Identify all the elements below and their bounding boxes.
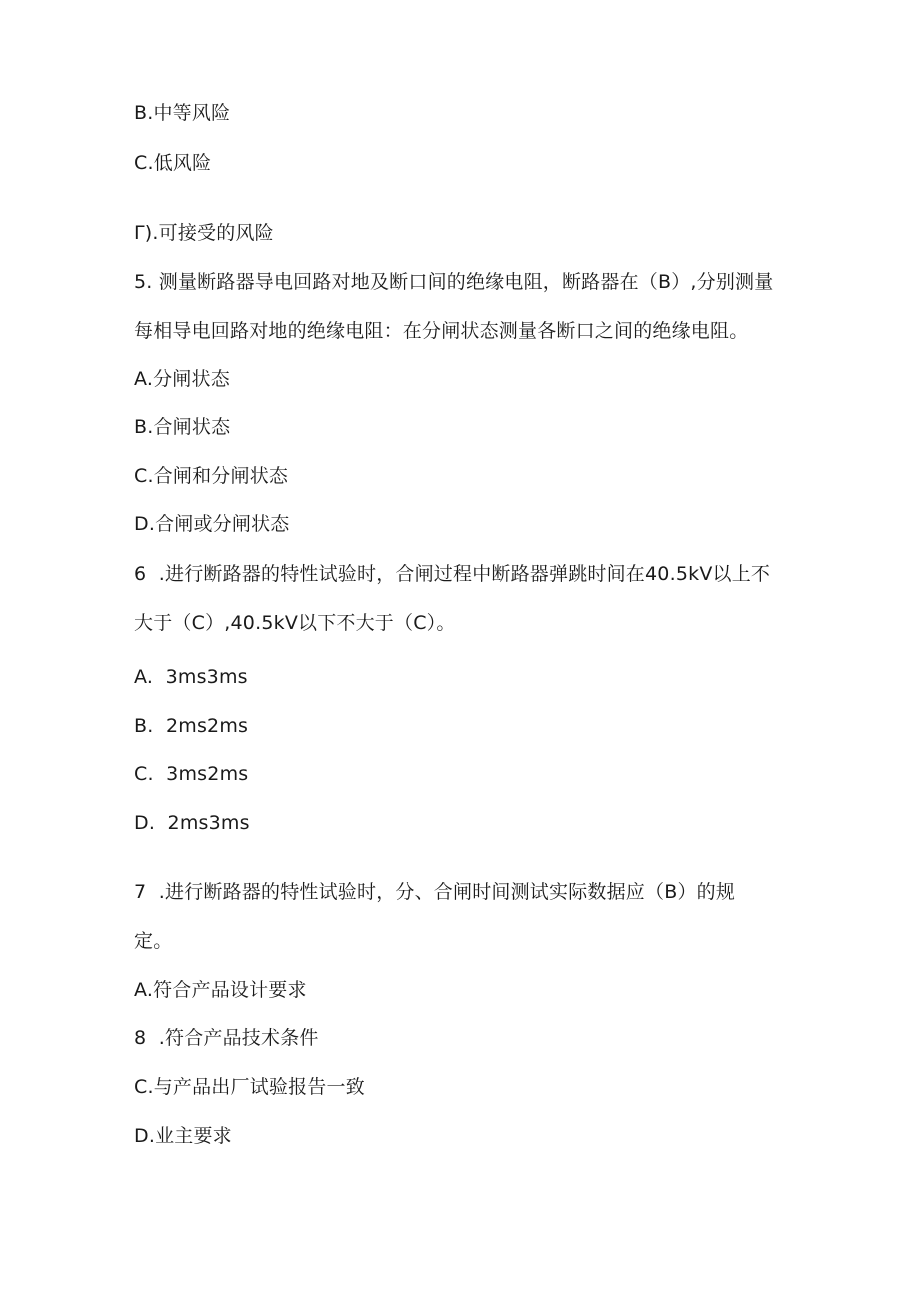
question-5-line-1: 5. 测量断路器导电回路对地及断口间的绝缘电阻，断路器在（B）,分别测量 — [134, 271, 774, 293]
q7-option-a: A.符合产品设计要求 — [134, 979, 307, 1001]
option-c-low-risk: C.低风险 — [134, 152, 212, 174]
q5-option-c: C.合闸和分闸状态 — [134, 465, 289, 487]
q5-option-d: D.合闸或分闸状态 — [134, 513, 290, 535]
q6-option-d: D. 2ms3ms — [134, 812, 250, 834]
option-d-acceptable-risk: Γ).可接受的风险 — [134, 222, 274, 244]
q7-option-b: 8 .符合产品技术条件 — [134, 1027, 319, 1049]
question-6-line-1: 6 .进行断路器的特性试验时，合闸过程中断路器弹跳时间在40.5kV以上不 — [134, 563, 771, 585]
option-b-medium-risk: B.中等风险 — [134, 102, 231, 124]
q6-option-a: A. 3ms3ms — [134, 666, 248, 688]
q7-option-d: D.业主要求 — [134, 1125, 232, 1147]
question-5-line-2: 每相导电回路对地的绝缘电阻：在分闸状态测量各断口之间的绝缘电阻。 — [134, 320, 749, 342]
question-6-line-2: 大于（C）,40.5kV以下不大于（C）。 — [134, 612, 456, 634]
q6-option-b: B. 2ms2ms — [134, 715, 249, 737]
q5-option-b: B.合闸状态 — [134, 416, 231, 438]
q6-option-c: C. 3ms2ms — [134, 763, 249, 785]
q7-option-c: C.与产品出厂试验报告一致 — [134, 1076, 365, 1098]
question-7-line-2: 定。 — [134, 930, 173, 952]
question-7-line-1: 7 .进行断路器的特性试验时，分、合闸时间测试实际数据应（B）的规 — [134, 881, 736, 903]
q5-option-a: A.分闸状态 — [134, 368, 230, 390]
